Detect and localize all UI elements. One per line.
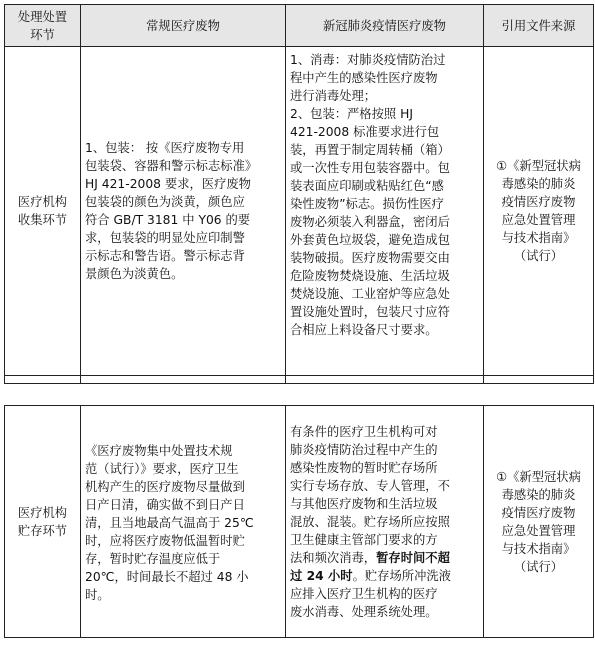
storage-time-limit: 暂存时间不超 过 24 小时 — [290, 550, 450, 583]
header-regular-waste: 常规医疗废物 — [81, 5, 286, 47]
reference-cell: ①《新型冠状病 毒感染的肺炎 疫情医疗废物 应急处置管理 与技术指南》 （试行） — [484, 406, 594, 638]
table-row — [5, 47, 594, 376]
covid-waste-cell — [286, 406, 484, 638]
covid-storage-text-end: 。贮存场所冲洗液 应排入医疗卫生机构的医疗 废水消毒、处理系统处理。 — [290, 568, 451, 619]
reference-cell: ①《新型冠状病 毒感染的肺炎 疫情医疗废物 应急处置管理 与技术指南》 （试行） — [484, 47, 594, 376]
regular-waste-cell: 1、包装： 按《医疗废物专用 包装袋、容器和警示标志标准》 HJ 421-2008 要求，医疗废物 包装袋的颜色为淡黄，颜色应 符合 GB/T 3181 中 Y06 的要 求，包装袋的明显处应印制警 示标志和警告语。警示标志背 景颜色为淡黄色。 — [81, 47, 286, 376]
stage-cell: 医疗机构 贮存环节 — [5, 406, 81, 638]
table-continuation-fragment — [5, 376, 594, 384]
covid-storage-text: 有条件的医疗卫生机构可对 肺炎疫情防治过程中产生的 感染性废物的暂时贮存场所 实行专场存放、专人管理，不 与其他医疗废物和生活垃圾 混放、混装。贮存场所应按照 卫生健康主管部门要求的方 法和频次消毒， — [290, 424, 450, 565]
header-row — [5, 5, 594, 47]
covid-waste-cell: 1、消毒：对肺炎疫情防治过 程中产生的感染性医疗废物 进行消毒处理； 2、包装：严格按照 HJ 421-2008 标准要求进行包 装，再置于制定周转桶（箱） 或一次性专用包装容器中。包 装表面应印刷或粘贴红色“感 染性废物”标志。损伤性医疗 废物必须装入利器盒，密闭后 外套黄色垃圾袋，避免造成包 装物破损。医疗废物需要交由 危险废物焚烧设施、生活垃圾 焚烧设施、工业窑炉等应急处 置设施处置时，包装尺寸应符 合相应上料设备尺寸要求。 — [286, 47, 484, 376]
disposal-table-bottom — [4, 405, 594, 638]
header-stage: 处理处置 环节 — [5, 5, 81, 47]
stage-cell: 医疗机构 收集环节 — [5, 47, 81, 376]
table-row — [5, 406, 594, 638]
header-reference: 引用文件来源 — [484, 5, 594, 47]
disposal-table-top — [4, 4, 594, 384]
regular-waste-cell: 《医疗废物集中处置技术规 范（试行）》要求，医疗卫生 机构产生的医疗废物尽量做到 日产日清，确实做不到日产日 清，且当地最高气温高于 25℃ 时，应将医疗废物低温暂时贮 存，暂时贮存温度应低于 20℃，时间最长不超过 48 小 时。 — [81, 406, 286, 638]
header-covid-waste: 新冠肺炎疫情医疗废物 — [286, 5, 484, 47]
